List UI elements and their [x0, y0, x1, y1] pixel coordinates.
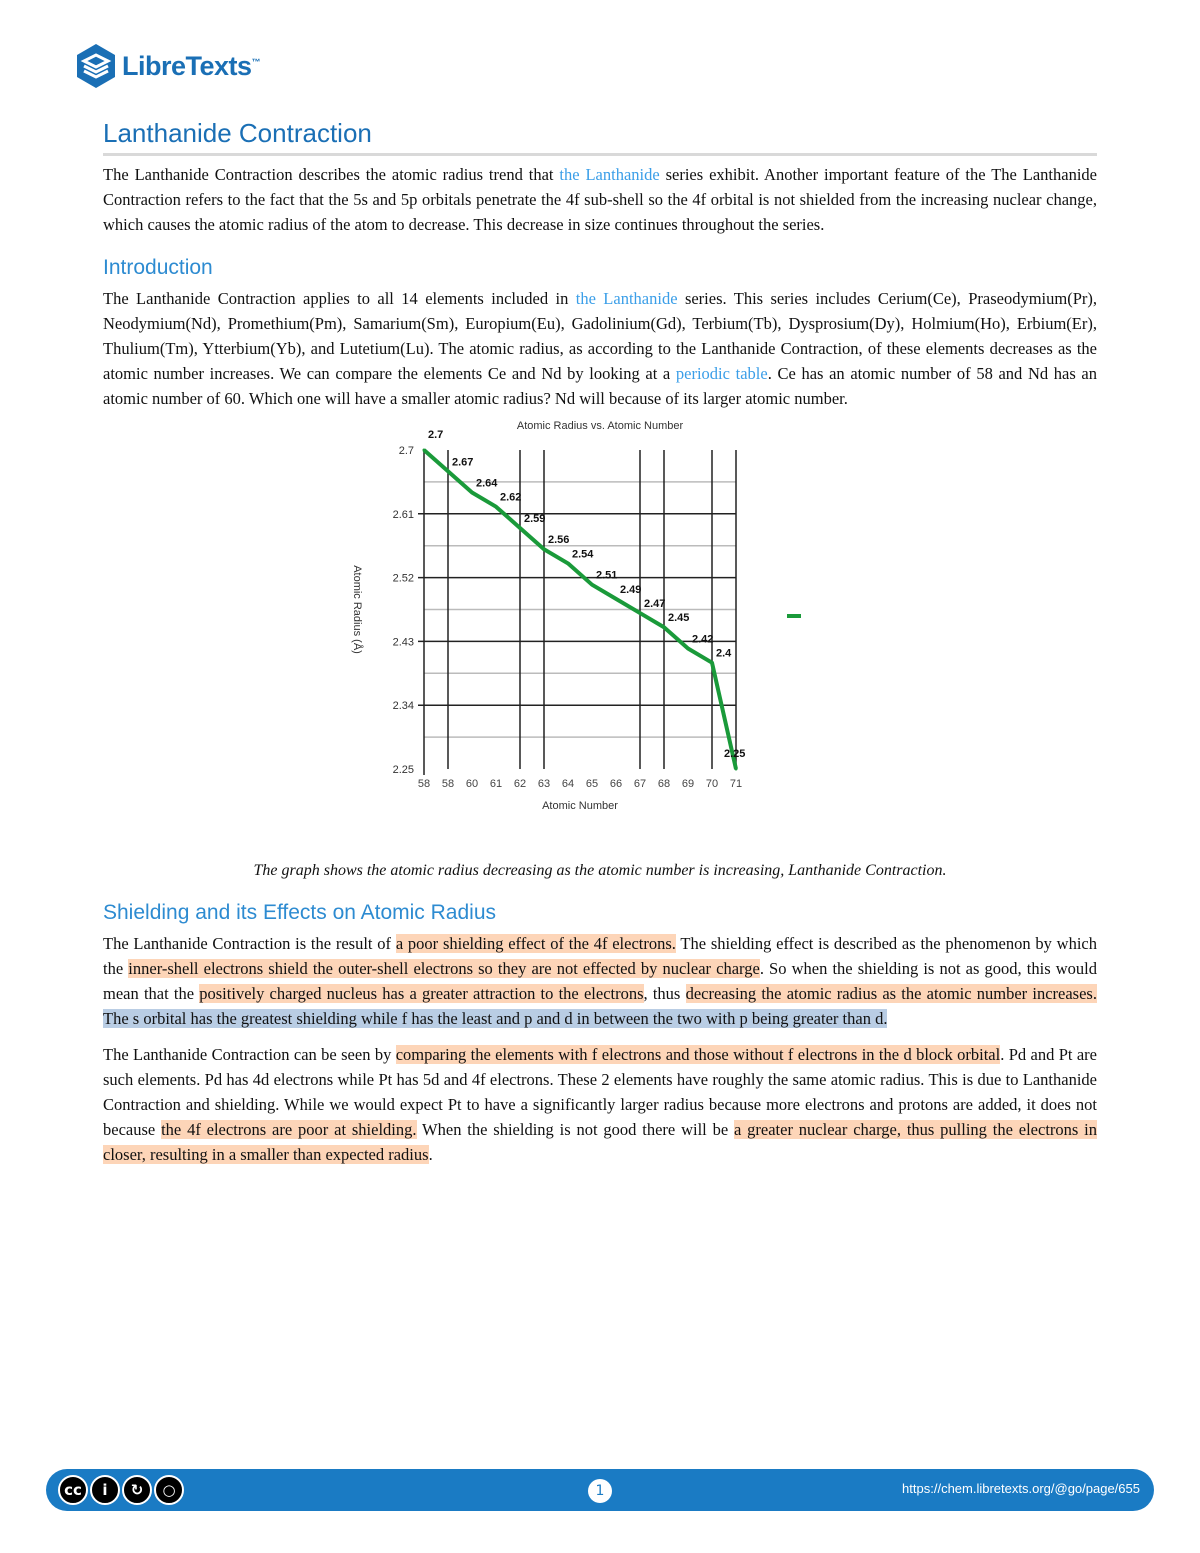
data-point — [687, 647, 690, 650]
highlighted-text: decreasing the atomic radius as the atomic number increases. — [685, 984, 1097, 1004]
x-tick-label: 64 — [561, 777, 575, 790]
y-tick-label: 2.43 — [392, 636, 414, 649]
x-tick-label: 60 — [465, 777, 479, 790]
data-label: 2.62 — [500, 491, 522, 504]
text-run: series. This series includes Cerium(Ce), Praseodymium(Pr), Neodymium(Nd), Promethium(Pm), Samarium(Sm), Europium(Eu), Gadolinium(Gd), Terbium(Tb), Dysprosium(Dy), Holmium(Ho), Erbium(Er), Thulium(Tm), Ytterbium(Yb), and Lutetium(Lu). The atomic radius, as according to the Lanthanide Contraction, of these elements decreases as the atomic number increases. We can compare the elements Ce and Nd by looking at a — [103, 288, 1097, 384]
text-run: The Lanthanide Contraction can be seen by — [103, 1044, 396, 1064]
figure-caption: The graph shows the atomic radius decreasing as the atomic number is increasing, Lanthanide Contraction. — [253, 861, 947, 879]
chart-figure — [103, 419, 1097, 852]
heading-shielding: Shielding and its Effects on Atomic Radius — [103, 900, 497, 924]
page-number: 1 — [588, 1479, 612, 1503]
data-point — [615, 597, 618, 600]
x-tick-label: 70 — [705, 777, 719, 790]
data-label: 2.42 — [692, 633, 714, 646]
y-tick-label: 2.34 — [392, 699, 414, 712]
text-run: When the shielding is not good there will be — [416, 1120, 734, 1140]
data-point — [567, 562, 570, 565]
y-axis-title: Atomic Radius (Å) — [351, 564, 363, 654]
highlighted-text: a poor shielding effect of the 4f electrons. — [395, 933, 676, 953]
text-run: The Lanthanide Contraction is the result of — [103, 933, 396, 953]
x-tick-label: 67 — [633, 777, 647, 790]
highlighted-text: the 4f electrons are poor at shielding. — [161, 1120, 417, 1140]
data-label: 2.56 — [548, 533, 570, 546]
x-tick-label: 69 — [681, 777, 695, 790]
text-run: . Pd and Pt are such elements. Pd has 4d electrons while Pt has 5d and 4f electrons. These 2 elements have roughly the same atomic radius. This is due to Lanthanide Contraction and shielding. While we would expect Pt to have a significantly larger radius because more electrons and protons are added, it does not because — [103, 1044, 1097, 1140]
data-point — [471, 491, 474, 494]
x-axis-title: Atomic Number — [542, 799, 618, 812]
intro-paragraph — [103, 162, 1097, 238]
x-tick-label: 71 — [729, 777, 743, 790]
license-badge[interactable] — [58, 1475, 184, 1505]
text-run: . Ce has an atomic number of 58 and Nd has an atomic number of 60. Which one will have a smaller atomic radius? Nd will because of its larger atomic number. — [103, 364, 1097, 409]
libretexts-logo[interactable] — [74, 42, 260, 90]
x-tick-label: 68 — [657, 777, 671, 790]
data-point — [495, 505, 498, 508]
libretexts-book-icon — [74, 42, 118, 90]
data-label: 2.49 — [620, 583, 642, 596]
text-run: The Lanthanide Contraction describes the atomic radius trend that — [103, 165, 560, 184]
data-point — [639, 611, 642, 614]
x-tick-label: 63 — [537, 777, 551, 790]
x-tick-label: 58 — [441, 777, 455, 790]
text-run: . — [428, 1145, 433, 1165]
text-run: The Lanthanide Contraction applies to all 14 elements included in — [103, 288, 576, 308]
highlighted-text: positively charged nucleus has a greater attraction to the electrons — [199, 984, 644, 1004]
data-label: 2.59 — [524, 512, 546, 525]
nc-icon: ○ — [154, 1475, 184, 1505]
page-title: Lanthanide Contraction — [103, 118, 1097, 156]
shielding-paragraph-1 — [103, 931, 1097, 1032]
highlighted-text: inner-shell electrons shield the outer-shell electrons so they are not effected by nuclear charge — [128, 959, 760, 979]
shielding-paragraph-2 — [103, 1042, 1097, 1168]
x-tick-label: 65 — [585, 777, 599, 790]
y-tick-label: 2.7 — [398, 444, 414, 457]
text-run: The shielding effect is described as the phenomenon by which the — [103, 933, 1098, 979]
inline-link[interactable]: the Lanthanide — [575, 288, 678, 308]
data-point — [711, 661, 714, 664]
data-point — [735, 767, 738, 770]
cc-icon: cc — [58, 1475, 88, 1505]
data-point — [543, 547, 546, 550]
y-tick-label: 2.25 — [392, 763, 414, 776]
inline-link[interactable]: periodic table — [675, 364, 768, 384]
data-label: 2.64 — [476, 477, 498, 490]
sa-icon: ↻ — [122, 1475, 152, 1505]
x-tick-label: 62 — [513, 777, 527, 790]
x-tick-label: 61 — [489, 777, 503, 790]
data-point — [423, 448, 426, 451]
data-label: 2.47 — [644, 597, 666, 610]
y-tick-label: 2.52 — [392, 572, 414, 585]
data-label: 2.54 — [572, 548, 594, 561]
y-tick-label: 2.61 — [392, 508, 414, 521]
introduction-paragraph — [103, 286, 1097, 412]
text-run: . So when the shielding is not as good, this would mean that the — [103, 959, 1097, 1004]
atomic-radius-chart — [103, 419, 1097, 852]
page-footer — [46, 1469, 1154, 1511]
data-label: 2.7 — [428, 428, 444, 441]
text-run: , thus — [643, 984, 686, 1004]
highlighted-text: a greater nuclear charge, thus pulling the electrons in closer, resulting in a smaller than expected radius — [103, 1120, 1098, 1165]
data-point — [591, 583, 594, 586]
highlighted-text: comparing the elements with f electrons and those without f electrons in the d block orbital — [395, 1044, 1001, 1064]
x-tick-label: 58 — [417, 777, 431, 790]
highlighted-text: The s orbital has the greatest shielding while f has the least and p and d in between the two with p being greater than d. — [103, 1009, 888, 1029]
data-point — [447, 469, 450, 472]
page-url-link[interactable]: https://chem.libretexts.org/@go/page/655 — [902, 1481, 1140, 1496]
by-icon: i — [90, 1475, 120, 1505]
data-label: 2.45 — [668, 611, 690, 624]
data-label: 2.67 — [452, 455, 474, 468]
heading-introduction: Introduction — [103, 255, 213, 279]
data-point — [519, 526, 522, 529]
data-point — [663, 625, 666, 628]
chart-title: Atomic Radius vs. Atomic Number — [516, 419, 684, 432]
inline-link[interactable]: the Lanthanide — [559, 165, 660, 184]
data-label: 2.25 — [724, 747, 746, 760]
x-tick-label: 66 — [609, 777, 623, 790]
text-run: series exhibit. Another important feature of the The Lanthanide Contraction refers to the fact that the 5s and 5p orbitals penetrate the 4f sub-shell so the 4f orbital is not shielded from the increasing nuclear change, which causes the atomic radius of the atom to decrease. This decrease in size continues throughout the series. — [103, 165, 1097, 235]
data-label: 2.4 — [716, 647, 732, 660]
logo-text: LibreTexts™ — [122, 50, 261, 81]
data-label: 2.51 — [596, 569, 618, 582]
